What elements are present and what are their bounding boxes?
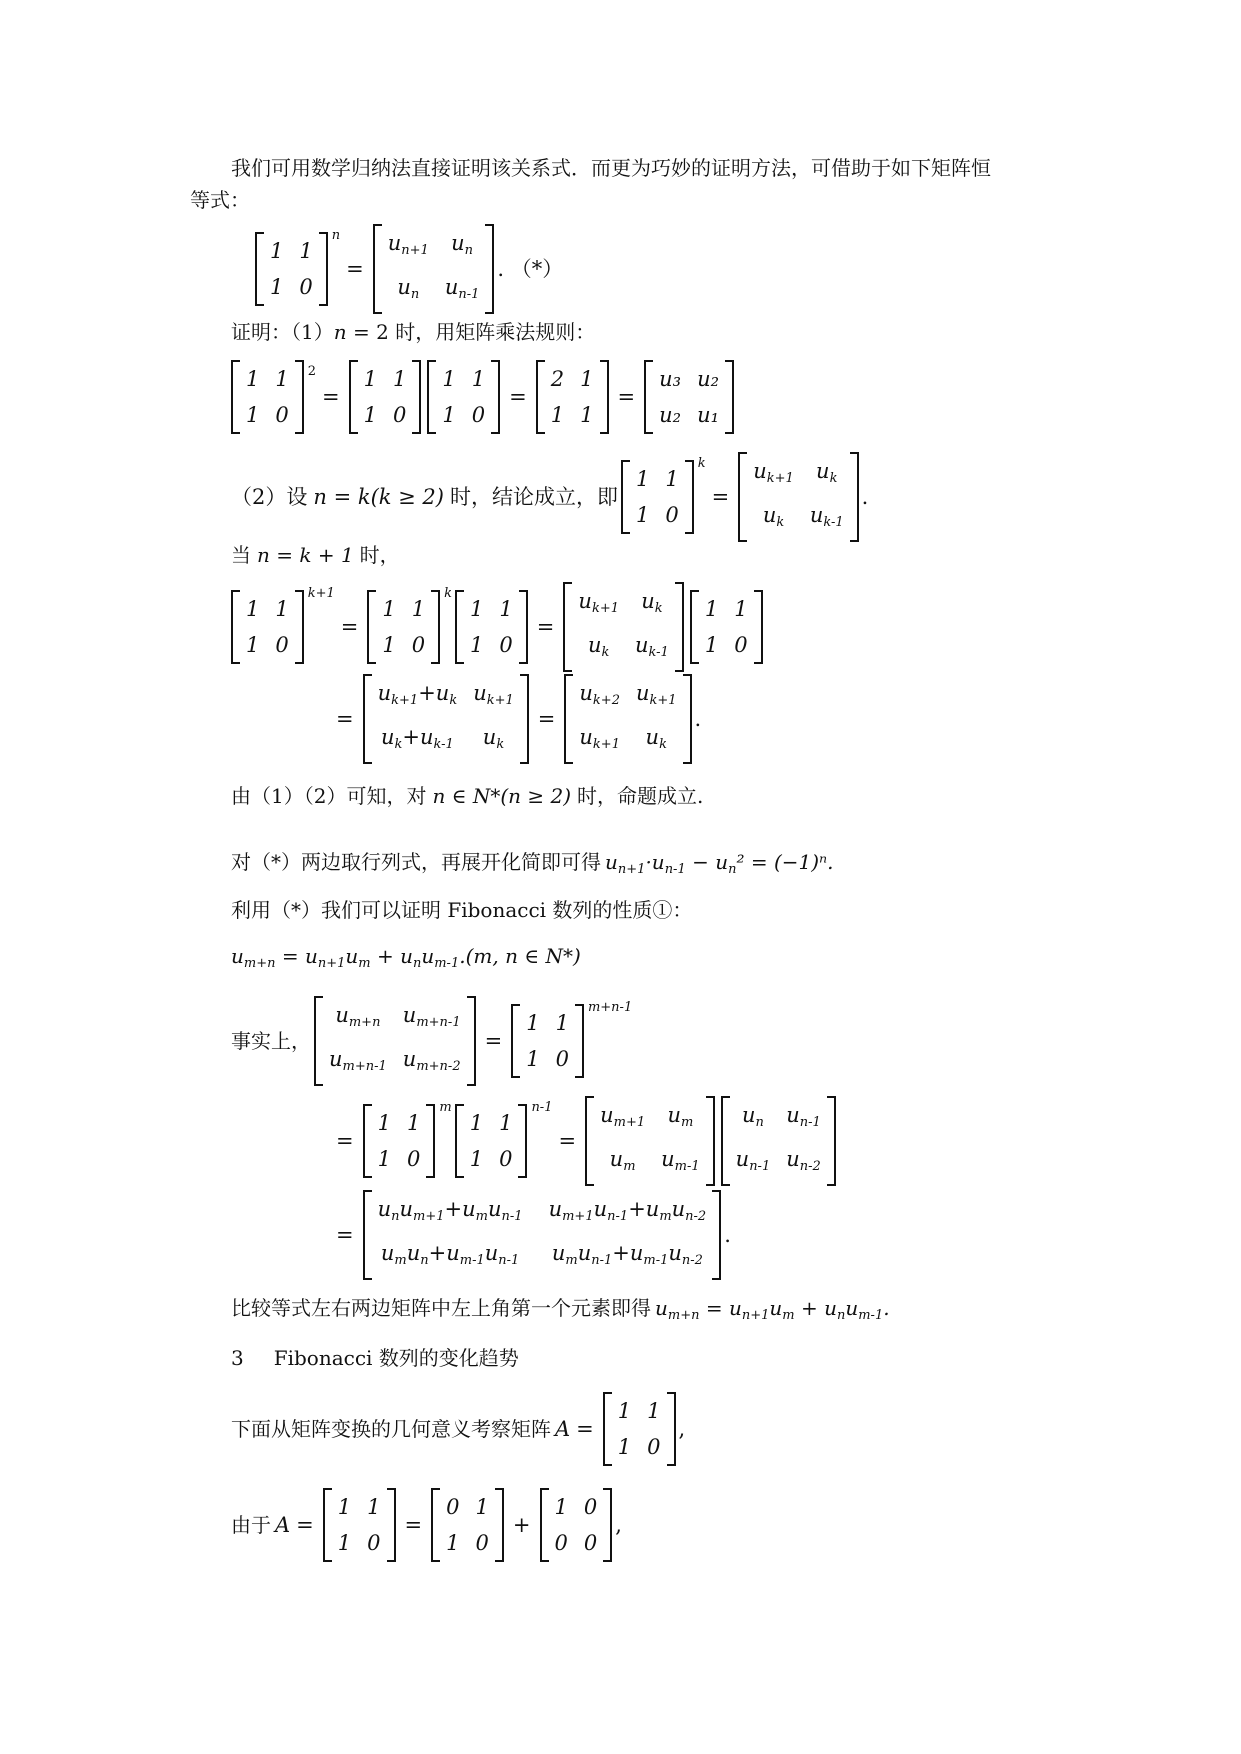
matrix-cell: 0: [471, 403, 486, 427]
matrix-cell: 1: [337, 1531, 352, 1555]
matrix-cell: u₃: [659, 367, 682, 391]
matrix-cell: $u_{n-1}$: [735, 1147, 771, 1174]
matrix: [563, 582, 683, 672]
matrix-cell: 1: [382, 597, 396, 621]
matrix-cell: $u_m$: [667, 1103, 694, 1130]
matrix-cell: 0: [367, 1531, 381, 1555]
matrix-cell: 0: [446, 1495, 460, 1519]
matrix-cell: $u_{k+1}$: [473, 681, 514, 708]
matrix-cell: 1: [411, 597, 426, 621]
matrix-cell: 1: [580, 403, 594, 427]
matrix: [431, 1488, 504, 1562]
matrix-cell: $u_n$: [451, 231, 474, 258]
matrix: [564, 674, 691, 764]
matrix-cell: 0: [299, 275, 313, 299]
matrix-cell: 1: [617, 1435, 632, 1459]
matrix-cell: 1: [299, 239, 313, 263]
matrix-cell: 0: [275, 403, 289, 427]
matrix-cell: $u_m$: [609, 1147, 636, 1174]
matrix-cell: $u_{m+1}u_{n-1}+u_mu_{n-2}$: [548, 1197, 707, 1224]
matrix-cell: 1: [665, 467, 679, 491]
section-heading: 3 Fibonacci 数列的变化趋势: [231, 1346, 519, 1370]
matrix: [536, 360, 609, 434]
determinant-line: 对（*）两边取行列式，再展开化简即可得 $u_{n+1}\cdot u_{n-1} - u_n^2 = (-1)^n$.: [231, 850, 834, 877]
matrix-cell: 1: [469, 1147, 484, 1171]
matrix-cell: 1: [442, 367, 456, 391]
matrix-cell: 1: [246, 597, 260, 621]
matrix-cell: 1: [393, 367, 407, 391]
fact-equation-step-3: = $u_nu_{m+1}+u_mu_{n-1}$ $u_{m+1}u_{n-1}+u_mu_{n-2}$ $u_mu_n+u_{m-1}u_{n-1}$ $u_mu_{n-1}+u_{m-1}u_{n-2}$ .: [330, 1190, 731, 1280]
matrix-cell: $u_{k-1}$: [634, 633, 669, 660]
determinant-formula: $u_{n+1}\cdot u_{n-1} - u_n^2 = (-1)^n$.: [605, 850, 834, 877]
matrix-cell: 1: [470, 633, 484, 657]
matrix-cell: 0: [499, 633, 513, 657]
matrix-cell: 1: [550, 403, 565, 427]
matrix-cell: 0: [554, 1531, 568, 1555]
matrix-cell: $u_nu_{m+1}+u_mu_{n-1}$: [377, 1197, 523, 1224]
matrix-cell: u₂: [697, 367, 720, 391]
matrix-cell: 1: [246, 633, 260, 657]
fact-equation: 事实上， $u_{m+n}$ $u_{m+n-1}$ $u_{m+n-1}$ $u_{m+n-2}$ = 1 1 1 0 m+n-1: [231, 996, 632, 1086]
matrix-cell: $u_k+u_{k-1}$: [380, 725, 454, 752]
geometry-line: 下面从矩阵变换的几何意义考察矩阵 A = 1 1 1 0 ,: [231, 1392, 685, 1466]
compare-line: 比较等式左右两边矩阵中左上角第一个元素即得 $u_{m+n} = u_{n+1}u_m + u_nu_{m-1}$.: [231, 1296, 890, 1323]
matrix-cell: 1: [617, 1399, 632, 1423]
matrix-cell: 1: [526, 1047, 540, 1071]
matrix-cell: $u_mu_{n-1}+u_{m-1}u_{n-2}$: [551, 1241, 703, 1268]
proof-step-2: （2）设 n = k(k ≥ 2) 时，结论成立，即 1 1 1 0 k = $u_{k+1}$ $u_k$ $u_k$ $u_{k-1}$ .: [231, 452, 868, 542]
matrix: [511, 1004, 584, 1078]
equation-induction-result: = $u_{k+1}+u_k$ $u_{k+1}$ $u_k+u_{k-1}$ $u_k$ = $u_{k+2}$ $u_{k+1}$ $u_{k+1}$ $u_k$ .: [330, 674, 701, 764]
property-intro: 利用（*）我们可以证明 Fibonacci 数列的性质①：: [231, 898, 693, 922]
matrix-cell: $u_k$: [641, 589, 663, 616]
exponent: 2: [307, 364, 317, 379]
matrix-cell: 1: [471, 367, 486, 391]
matrix-cell: $u_n$: [397, 275, 420, 302]
matrix-cell: 1: [363, 403, 378, 427]
matrix-cell: 1: [382, 633, 396, 657]
matrix: [314, 996, 476, 1086]
matrix-cell: 0: [734, 633, 748, 657]
matrix-cell: 1: [377, 1147, 391, 1171]
equation-induction: 1 1 1 0 k+1 = 1 1 1 0 k 1 1 1 0 = $u_{k+1}$ $u_k$ $u_k$ $u_{k-1}$ 1 1 1 0: [228, 582, 766, 672]
matrix-cell: $u_{k+1}$: [578, 589, 619, 616]
matrix: [738, 452, 858, 542]
matrix-cell: 0: [393, 403, 407, 427]
proof-step-1: 证明：（1）n = 2 时，用矩阵乘法规则：: [231, 320, 596, 344]
matrix: [363, 1190, 722, 1280]
fact-equation-step-2: = 1 1 1 0 m 1 1 1 0 n-1 = $u_{m+1}$ $u_m$ $u_m$ $u_{m-1}$ $u_n$ $u_{n-1}$ $u_{n-1}$ $u_{n-2}$: [330, 1096, 839, 1186]
matrix-cell: 1: [734, 597, 748, 621]
matrix-cell: 0: [275, 633, 289, 657]
matrix-cell: 0: [665, 503, 679, 527]
matrix-cell: $u_{n+1}$: [387, 231, 429, 258]
intro-line-2: 等式：: [190, 188, 250, 212]
matrix-cell: 1: [554, 1495, 568, 1519]
matrix-cell: $u_{k+1}$: [635, 681, 677, 708]
matrix-cell: u₂: [659, 403, 682, 427]
matrix-cell: 1: [636, 503, 650, 527]
matrix: [367, 590, 440, 664]
matrix-cell: 0: [475, 1531, 489, 1555]
matrix-cell: $u_k$: [587, 633, 610, 660]
matrix-cell: 1: [636, 467, 650, 491]
exponent: n: [331, 228, 341, 243]
matrix-cell: u₁: [697, 403, 720, 427]
matrix: [621, 460, 694, 534]
matrix-cell: $u_{n-1}$: [786, 1103, 821, 1130]
matrix-cell: 1: [526, 1011, 540, 1035]
matrix: [455, 590, 528, 664]
matrix-cell: 1: [337, 1495, 352, 1519]
matrix-cell: $u_k$: [482, 725, 505, 752]
matrix-cell: $u_{k+1}+u_k$: [377, 681, 458, 708]
matrix-cell: 1: [275, 597, 289, 621]
equals-sign: =: [346, 257, 364, 281]
matrix-cell: 0: [583, 1495, 598, 1519]
matrix-cell: 1: [475, 1495, 489, 1519]
matrix-cell: $u_{n-1}$: [444, 275, 480, 302]
matrix-cell: 1: [580, 367, 594, 391]
matrix-cell: 1: [367, 1495, 381, 1519]
matrix: [363, 1104, 436, 1178]
matrix-u: [373, 224, 495, 314]
matrix-cell: $u_{m+n-2}$: [402, 1047, 461, 1074]
matrix-q: [255, 232, 328, 306]
matrix: [540, 1488, 613, 1562]
matrix-cell: 0: [406, 1147, 421, 1171]
matrix: [455, 1104, 528, 1178]
matrix-cell: 1: [704, 597, 719, 621]
matrix-cell: 1: [442, 403, 456, 427]
matrix: [349, 360, 422, 434]
matrix-cell: $u_{m-1}$: [661, 1147, 700, 1174]
matrix-cell: 1: [246, 367, 260, 391]
matrix-cell: 1: [469, 1111, 484, 1135]
matrix-cell: 1: [275, 367, 289, 391]
matrix-cell: $u_{m+1}$: [600, 1103, 646, 1130]
since-line: 由于 A = 1 1 1 0 = 0 1 1 0 + 1 0 0 0 ,: [231, 1488, 622, 1562]
matrix-cell: 1: [446, 1531, 460, 1555]
matrix-a: [323, 1488, 396, 1562]
matrix: [690, 590, 763, 664]
matrix-cell: 1: [647, 1399, 661, 1423]
matrix-cell: $u_{k-1}$: [809, 503, 844, 530]
matrix: [644, 360, 734, 434]
matrix-cell: 1: [470, 597, 484, 621]
matrix-cell: 1: [704, 633, 719, 657]
matrix: [231, 360, 304, 434]
matrix: [585, 1096, 715, 1186]
matrix: [427, 360, 500, 434]
matrix-cell: 0: [583, 1531, 598, 1555]
matrix-cell: 1: [246, 403, 260, 427]
equation-tag: . （*）: [497, 257, 564, 281]
matrix-cell: $u_{n-2}$: [786, 1147, 821, 1174]
matrix-cell: $u_{m+n}$: [335, 1003, 381, 1030]
matrix-cell: $u_k$: [645, 725, 667, 752]
equation-base-case: 1 1 1 0 2 = 1 1 1 0 1 1 1 0 = 2 1 1 1 = u₃ u₂ u₂ u₁: [228, 360, 737, 434]
matrix-a: [603, 1392, 676, 1466]
matrix-cell: 1: [270, 239, 284, 263]
matrix-cell: 1: [406, 1111, 421, 1135]
matrix-cell: 0: [411, 633, 426, 657]
matrix-cell: $u_{m+n-1}$: [329, 1047, 387, 1074]
matrix-cell: $u_{m+n-1}$: [402, 1003, 461, 1030]
matrix-cell: 1: [363, 367, 378, 391]
matrix-cell: $u_k$: [816, 459, 838, 486]
matrix: [363, 674, 529, 764]
matrix-cell: 1: [499, 597, 513, 621]
matrix-cell: 0: [555, 1047, 569, 1071]
matrix-cell: 2: [550, 367, 565, 391]
matrix-cell: 1: [499, 1111, 513, 1135]
matrix-cell: $u_{k+1}$: [579, 725, 620, 752]
matrix-identity: [252, 224, 563, 314]
matrix-cell: 0: [499, 1147, 513, 1171]
matrix-cell: 1: [555, 1011, 569, 1035]
matrix-cell: $u_n$: [741, 1103, 764, 1130]
induction-conclusion: 由（1）（2）可知，对 n ∈ N*(n ≥ 2) 时，命题成立.: [231, 784, 704, 808]
property-formula: $u_{m+n} = u_{n+1}u_m + u_nu_{m-1}.(m$, n ∈ N*): [231, 944, 581, 971]
matrix-cell: $u_{k+2}$: [579, 681, 620, 708]
matrix: [721, 1096, 836, 1186]
matrix-cell: $u_mu_n+u_{m-1}u_{n-1}$: [380, 1241, 520, 1268]
matrix-cell: 1: [270, 275, 284, 299]
matrix-cell: 0: [647, 1435, 661, 1459]
matrix-cell: $u_{k+1}$: [753, 459, 794, 486]
induction-step-label: 当 n = k + 1 时，: [231, 543, 400, 567]
matrix: [231, 590, 304, 664]
intro-line-1: 我们可用数学归纳法直接证明该关系式．而更为巧妙的证明方法，可借助于如下矩阵恒: [231, 156, 991, 180]
matrix-cell: $u_k$: [762, 503, 785, 530]
matrix-cell: 1: [377, 1111, 391, 1135]
